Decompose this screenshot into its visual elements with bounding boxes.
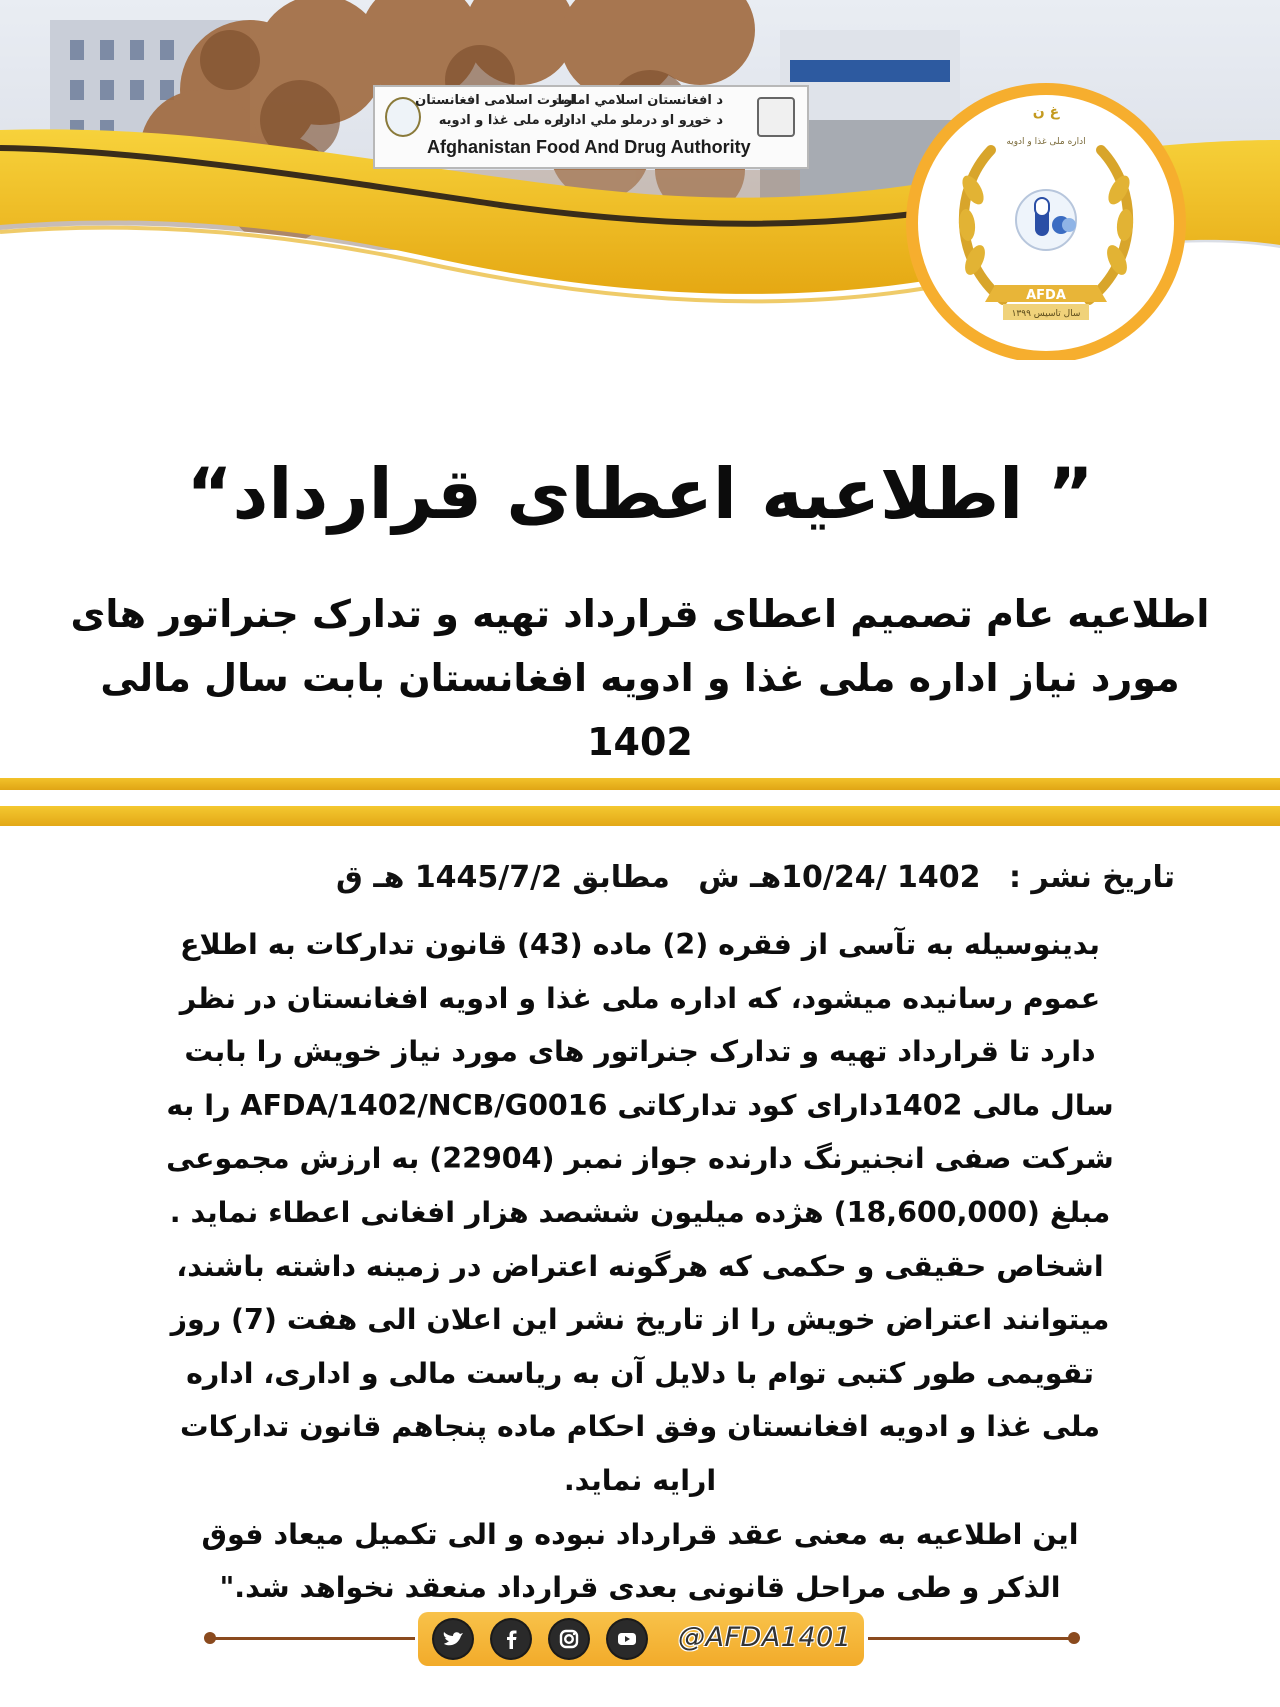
header-banner [0,0,1280,360]
body-line: میتوانند اعتراض خویش را از تاریخ نشر این اعلان الی هفت (7) روز [170,1303,1110,1337]
footer-dot-right [1068,1632,1080,1644]
publish-date-label: تاریخ نشر : [1008,860,1175,895]
body-line: ارایه نماید. [563,1463,717,1497]
footer-line-right [868,1637,1073,1640]
afda-logo [903,80,1189,360]
body-line: ملی غذا و ادویه افغانستان وفق احکام ماده پنجاهم قانون تدارکات [180,1410,1100,1444]
logo-founded: سال تاسیس ۱۳۹۹ [1011,309,1081,319]
sign-dari-line1: امارت اسلامی افغانستان [415,93,575,108]
subtitle [60,582,1220,774]
logo-ring-text: اداره ملی غذا و ادویه [1006,137,1086,147]
sign-english: Afghanistan Food And Drug Authority [427,137,751,157]
gold-divider-thin [0,778,1280,790]
sign-dari-line2: اداره ملی غذا و ادویه [438,113,575,128]
twitter-icon[interactable] [434,1620,472,1658]
publish-date [80,860,1175,895]
afda-logo-icon [903,80,1189,360]
logo-acronym: AFDA [1026,288,1066,303]
building-sign [373,85,809,169]
gold-divider-thick [0,806,1280,826]
publish-date-lunar: مطابق 1445/7/2 هـ ق [336,860,670,895]
social-handle[interactable]: @AFDA1401 [678,1622,852,1653]
social-bar [418,1612,864,1666]
body-line: دارد تا قرارداد تهیه و تدارک جنراتور های مورد نیاز خویش را بابت [184,1035,1096,1069]
subtitle-line: مورد نیاز اداره ملی غذا و ادویه افغانستان بابت سال مالی 1402 [100,656,1180,764]
sign-pashto-line2: د خوړو او درملو ملي اداره [555,113,723,128]
body-line: تقویمی طور کتبی توام با دلایل آن به ریاست مالی و اداری، اداره [186,1356,1094,1390]
instagram-icon[interactable] [550,1620,588,1658]
body-line: اشخاص حقیقی و حکمی که هرگونه اعتراض در زمینه داشته باشند، [176,1249,1104,1283]
body-line: این اطلاعیه به معنی عقد قرارداد نبوده و الی تکمیل میعاد فوق [201,1517,1079,1551]
footer-line-left [210,1637,415,1640]
body-line: مبلغ (18,600,000) هژده میلیون ششصد هزار افغانی اعطاء نماید . [169,1195,1111,1229]
body-line: سال مالی 1402دارای کود تدارکاتی AFDA/1402/NCB/G0016 را به [166,1088,1114,1122]
logo-top-letters: غ ن [1032,104,1060,120]
government-emblem-icon [757,97,795,137]
body-line: عموم رسانیده میشود، که اداره ملی غذا و ادویه افغانستان در نظر [179,981,1101,1015]
body-line: بدینوسیله به تآسی از فقره (2) ماده (43) قانون تدارکات به اطلاع [180,928,1100,961]
facebook-icon[interactable] [492,1620,530,1658]
body-line: الذکر و طی مراحل قانونی بعدی قرارداد منعقد نخواهد شد." [219,1571,1061,1605]
body-line: شرکت صفی انجنیرنگ دارنده جواز نمبر (22904) به ارزش مجموعی [166,1142,1114,1176]
subtitle-line: اطلاعیه عام تصمیم اعطای قرارداد تهیه و تدارک جنراتور های [70,592,1210,636]
page-title: ” اطلاعیه اعطای قرارداد“ [186,453,1094,535]
announcement-body [85,918,1195,1615]
publish-date-solar: 1402 /10/24هـ ش [698,860,981,895]
sign-pashto-line1: د افغانستان اسلامي امارت [551,93,723,108]
youtube-icon[interactable] [608,1620,646,1658]
